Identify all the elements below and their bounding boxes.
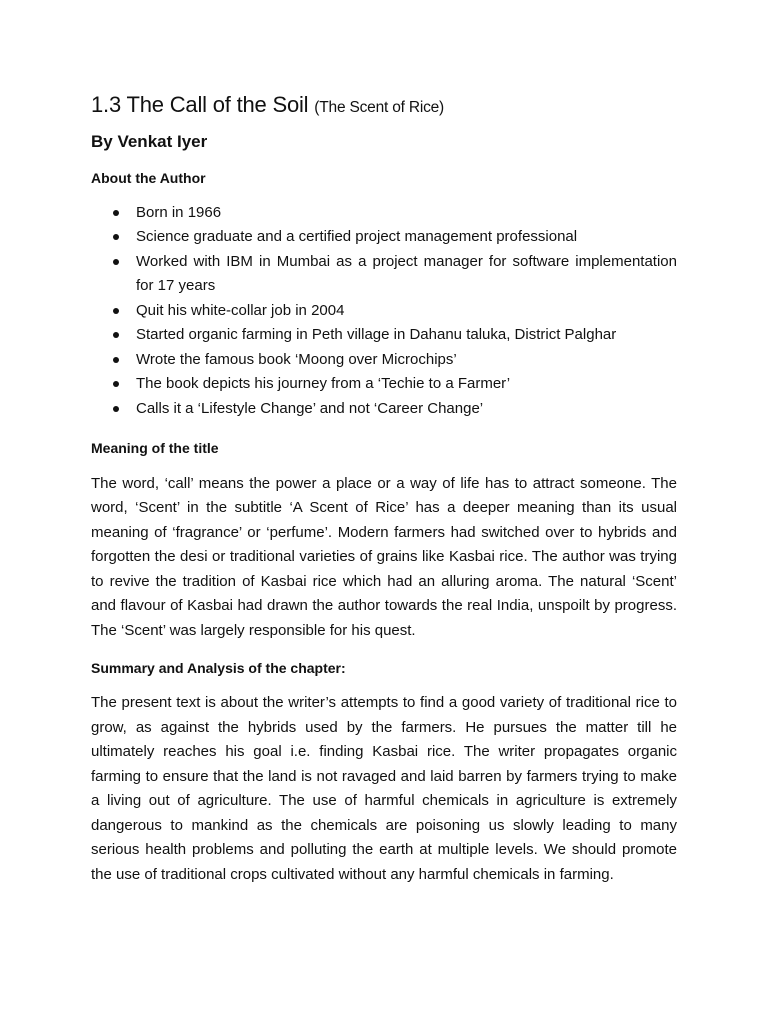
list-item-text: Started organic farming in Peth village in Dahanu taluka, District Palghar: [136, 326, 617, 344]
title-subtitle: (The Scent of Rice): [314, 99, 445, 116]
bullet-icon: [113, 357, 119, 363]
page-title: [91, 92, 677, 118]
list-item-text: Worked with IBM in Mumbai as a project manager for software implementation for 17 years: [136, 252, 677, 295]
list-item-text: Calls it a ‘Lifestyle Change’ and not ‘Career Change’: [136, 399, 484, 417]
list-item: [91, 250, 677, 299]
bullet-icon: [113, 210, 119, 216]
bullet-icon: [113, 406, 119, 412]
list-item: [91, 372, 677, 397]
bullet-icon: [113, 259, 119, 265]
about-author-list: [91, 201, 677, 422]
list-item-text: Wrote the famous book ‘Moong over Microchips’: [136, 350, 457, 368]
bullet-icon: [113, 332, 119, 338]
summary-heading: Summary and Analysis of the chapter:: [91, 660, 346, 677]
list-item-text: The book depicts his journey from a ‘Techie to a Farmer’: [136, 375, 511, 393]
meaning-heading: Meaning of the title: [91, 440, 219, 457]
document-page: [91, 92, 677, 887]
list-item-text: Quit his white-collar job in 2004: [136, 301, 345, 319]
list-item: [91, 397, 677, 422]
about-author-heading: About the Author: [91, 169, 206, 186]
list-item: [91, 323, 677, 348]
author-byline: By Venkat Iyer: [91, 132, 208, 152]
title-main: 1.3 The Call of the Soil: [91, 92, 309, 117]
list-item: [91, 348, 677, 373]
bullet-icon: [113, 381, 119, 387]
list-item: [91, 299, 677, 324]
bullet-icon: [113, 234, 119, 240]
list-item-text: Science graduate and a certified project management professional: [136, 228, 578, 246]
bullet-icon: [113, 308, 119, 314]
meaning-paragraph: The word, ‘call’ means the power a place or a way of life has to attract someone. The word, ‘Scent’ in the subtitle ‘A Scent of Rice’ has a deeper meaning than its usual meaning of ‘fragrance’ or ‘perfume’. Modern farmers had switched over to hybrids and forgotten the desi or traditional varieties of grains like Kasbai rice. The author was trying to revive the tradition of Kasbai rice which had an alluring aroma. The natural ‘Scent’ and flavour of Kasbai had drawn the author towards the real India, unspoilt by progress. The ‘Scent’ was largely responsible for his quest.: [91, 474, 677, 639]
list-item-text: Born in 1966: [136, 203, 222, 221]
list-item: [91, 201, 677, 226]
summary-paragraph: The present text is about the writer’s attempts to find a good variety of traditional rice to grow, as against the hybrids used by the farmers. He pursues the matter till he ultimately reaches his goal i.e. finding Kasbai rice. The writer propagates organic farming to ensure that the land is not ravaged and laid barren by farmers trying to make a living out of agriculture. The use of harmful chemicals in agriculture is extremely dangerous to mankind as the chemicals are poisoning us slowly leading to many serious health problems and polluting the earth at multiple levels. We should promote the use of traditional crops cultivated without any harmful chemicals in farming.: [91, 694, 677, 883]
list-item: [91, 225, 677, 250]
